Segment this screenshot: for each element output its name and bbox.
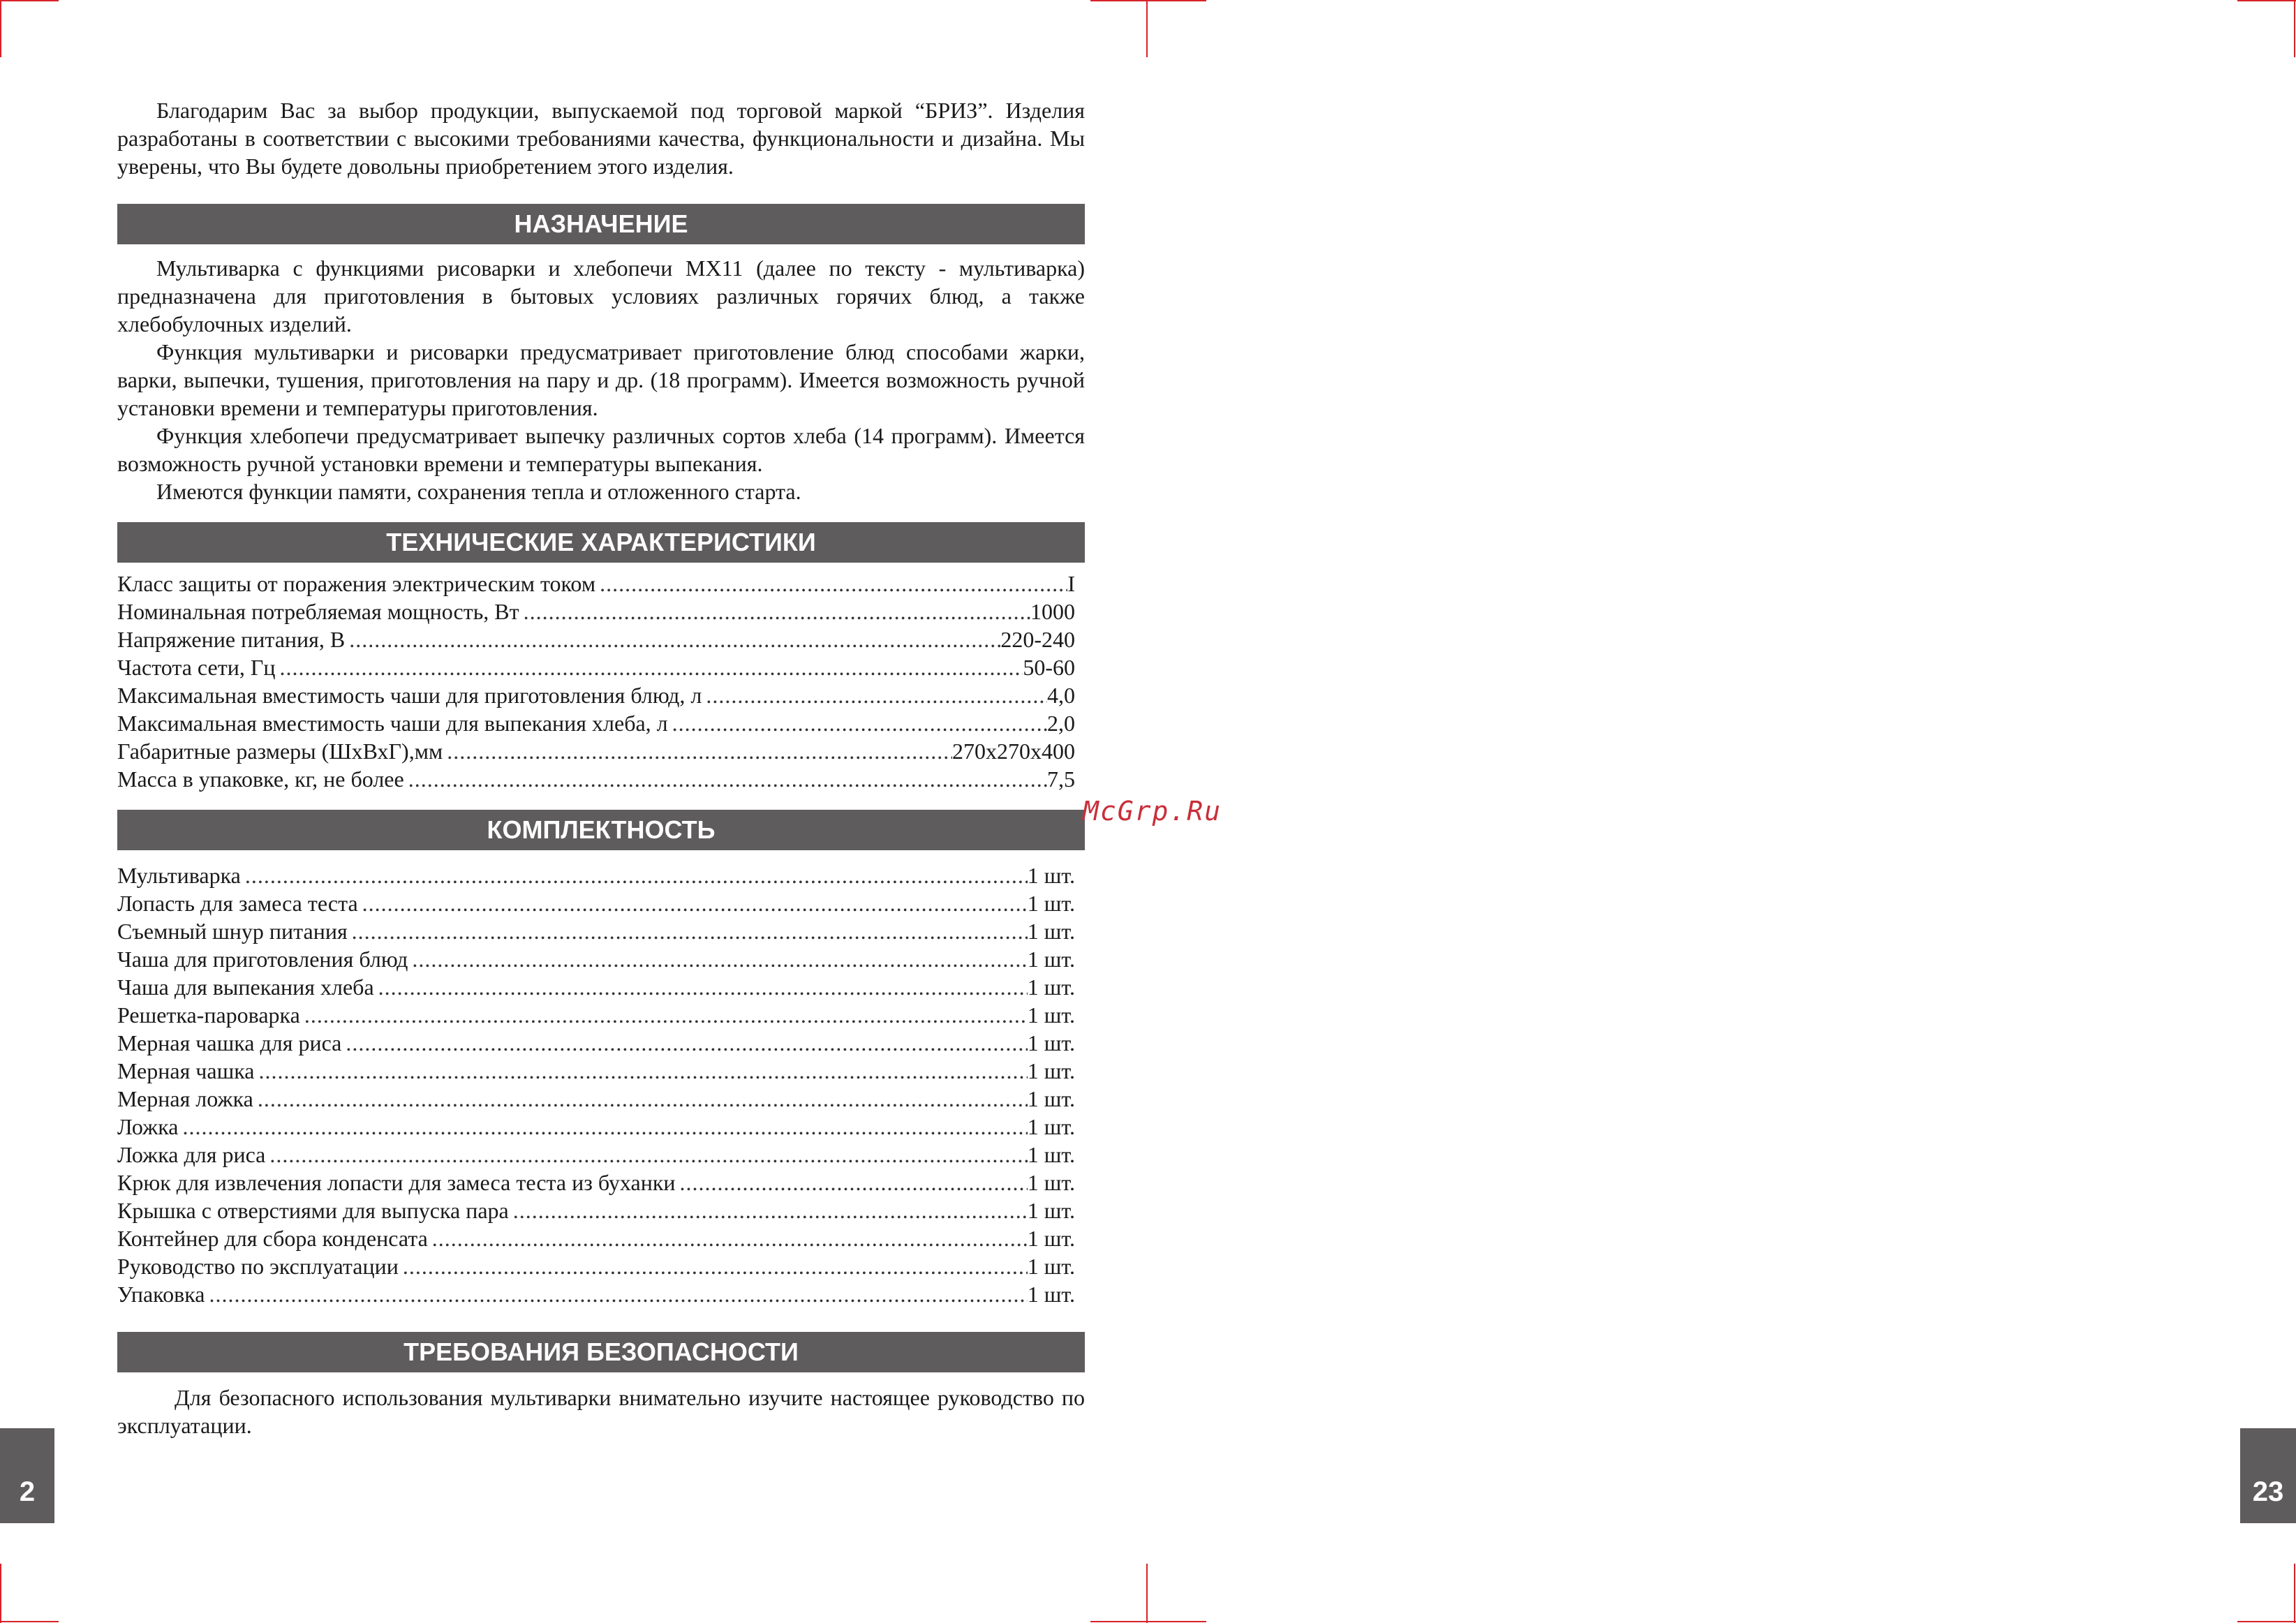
safety-paragraph: Для безопасного использования мультиварки внимательно изучите настоящее руководство по эксплуатации.: [117, 1385, 1085, 1438]
spec-row: Класс защиты от поражения электрическим током ..... I: [117, 570, 1075, 598]
kit-row: Мультиварка ..... 1 шт.: [117, 861, 1075, 889]
kit-row: Ложка для риса ..... 1 шт.: [117, 1141, 1075, 1169]
kit-list: [117, 861, 1075, 1308]
kit-row: Чаша для выпекания хлеба ..... 1 шт.: [117, 973, 1075, 1001]
section-heading-specs: ТЕХНИЧЕСКИЕ ХАРАКТЕРИСТИКИ: [117, 522, 1085, 563]
crop-mark: [0, 0, 1, 57]
kit-row: Ложка ..... 1 шт.: [117, 1113, 1075, 1141]
kit-row: Съемный шнур питания ..... 1 шт.: [117, 917, 1075, 945]
crop-mark: [0, 1564, 1, 1623]
kit-row: Руководство по эксплуатации ..... 1 шт.: [117, 1252, 1075, 1280]
spec-row: Масса в упаковке, кг, не более ..... 7,5: [117, 765, 1075, 793]
kit-row: Лопасть для замеса теста ..... 1 шт.: [117, 889, 1075, 917]
specs-list: [117, 570, 1075, 793]
crop-mark: [1090, 0, 1206, 1]
spec-row: Напряжение питания, В ..... 220-240: [117, 625, 1075, 653]
section-heading-purpose: НАЗНАЧЕНИЕ: [117, 204, 1085, 244]
crop-mark: [2237, 0, 2296, 1]
section-heading-kit: КОМПЛЕКТНОСТЬ: [117, 810, 1085, 850]
kit-row: Мерная чашка для риса ..... 1 шт.: [117, 1029, 1075, 1057]
purpose-paragraph: Мультиварка с функциями рисоварки и хлебопечи МХ11 (далее по тексту - мультиварка) предназначена для приготовления в бытовых условиях различных горячих блюд, а также хлебобулочных изделий.: [117, 255, 1085, 336]
kit-row: Крюк для извлечения лопасти для замеса теста из буханки ..... 1 шт.: [117, 1169, 1075, 1196]
purpose-paragraph: Функция мультиварки и рисоварки предусматривает приготовление блюд способами жарки, варки, выпечки, тушения, приготовления на пару и др. (18 программ). Имеется возможность ручной установки времени и температуры приготовления.: [117, 339, 1085, 420]
spec-row: Максимальная вместимость чаши для приготовления блюд, л ..... 4,0: [117, 681, 1075, 709]
page-number-right: 23: [2240, 1428, 2296, 1523]
spec-row: Частота сети, Гц ..... 50-60: [117, 653, 1075, 681]
kit-row: Чаша для приготовления блюд ..... 1 шт.: [117, 945, 1075, 973]
crop-mark: [0, 1621, 59, 1622]
spec-row: Максимальная вместимость чаши для выпекания хлеба, л ..... 2,0: [117, 709, 1075, 737]
crop-mark: [2294, 1564, 2295, 1623]
kit-row: Мерная ложка ..... 1 шт.: [117, 1085, 1075, 1113]
watermark: McGrp.Ru: [1083, 796, 1222, 827]
kit-row: Решетка-пароварка ..... 1 шт.: [117, 1001, 1075, 1029]
kit-row: Упаковка ..... 1 шт.: [117, 1280, 1075, 1308]
crop-mark: [1146, 1564, 1148, 1623]
crop-mark: [2237, 1621, 2296, 1622]
page-number-left: 2: [0, 1428, 54, 1523]
crop-mark: [2294, 0, 2295, 57]
crop-mark: [1146, 0, 1148, 57]
spec-row: Номинальная потребляемая мощность, Вт ..... 1000: [117, 598, 1075, 625]
intro-paragraph: Благодарим Вас за выбор продукции, выпускаемой под торговой маркой “БРИЗ”. Изделия разработаны в соответствии с высокими требованиями качества, функциональности и дизайна. Мы уверены, что Вы будете довольны приобретением этого изделия.: [117, 98, 1085, 179]
kit-row: Контейнер для сбора конденсата ..... 1 шт.: [117, 1224, 1075, 1252]
kit-row: Мерная чашка ..... 1 шт.: [117, 1057, 1075, 1085]
kit-row: Крышка с отверстиями для выпуска пара ..... 1 шт.: [117, 1196, 1075, 1224]
section-heading-safety: ТРЕБОВАНИЯ БЕЗОПАСНОСТИ: [117, 1332, 1085, 1372]
crop-mark: [1090, 1621, 1206, 1622]
purpose-paragraph: Имеются функции памяти, сохранения тепла и отложенного старта.: [156, 479, 801, 504]
purpose-paragraph: Функция хлебопечи предусматривает выпечку различных сортов хлеба (14 программ). Имеется возможность ручной установки времени и температуры выпекания.: [117, 423, 1085, 476]
left-page-content: [117, 96, 1085, 1439]
spec-row: Габаритные размеры (ШхВхГ),мм ..... 270x270x400: [117, 737, 1075, 765]
crop-mark: [0, 0, 59, 1]
